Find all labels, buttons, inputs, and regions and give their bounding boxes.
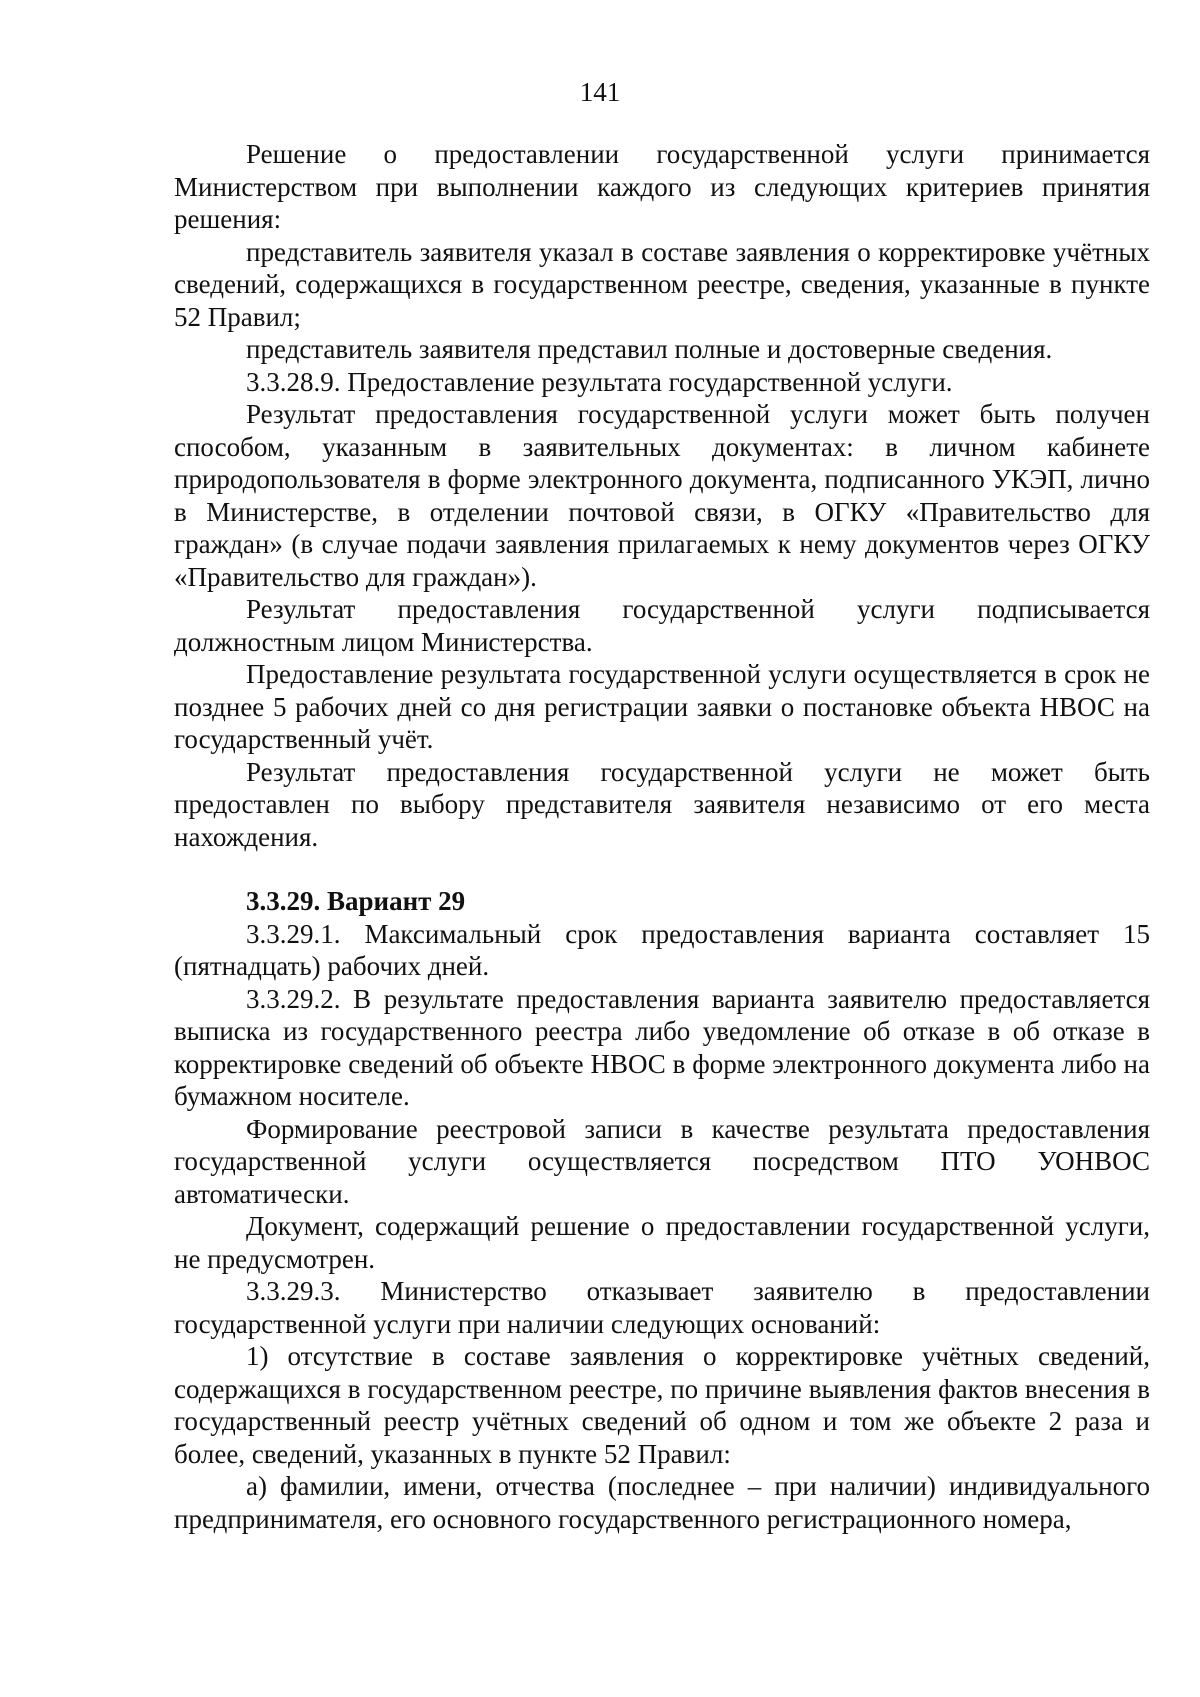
paragraph-result-location: Результат предоставления государственной услуги не может быть предоставлен по выбору представителя заявителя независимо от его места нахождения.: [174, 756, 1150, 852]
section-heading-variant-29: 3.3.29. Вариант 29: [246, 886, 466, 916]
paragraph-registry-record: Формирование реестровой записи в качестве результата предоставления государственной услуги осуществляется посредством ПТО УОНВОС автоматически.: [174, 1113, 1150, 1209]
paragraph-result-signed: Результат предоставления государственной услуги подписывается должностным лицом Министерства.: [174, 594, 1150, 657]
paragraph-criterion-2: представитель заявителя представил полные и достоверные сведения.: [246, 334, 1053, 364]
paragraph-result-deadline: Предоставление результата государственной услуги осуществляется в срок не позднее 5 рабочих дней со дня регистрации заявки о постановке объекта НВОС на государственный учёт.: [174, 659, 1150, 754]
page-number: 141: [579, 77, 621, 107]
paragraph-decision-document: Документ, содержащий решение о предоставлении государственной услуги, не предусмотрен.: [174, 1211, 1150, 1274]
paragraph-refusal-ground-1: 1) отсутствие в составе заявления о корректировке учётных сведений, содержащихся в государственном реестре, по причине выявления фактов внесения в государственный реестр учётных сведений об одном и том же объекте 2 раза и более, сведений, указанных в пункте 52 Правил:: [174, 1341, 1150, 1469]
paragraph-decision-criteria: Решение о предоставлении государственной услуги принимается Министерством при выполнении каждого из следующих критериев принятия решения:: [174, 139, 1150, 234]
paragraph-result-delivery: Результат предоставления государственной услуги может быть получен способом, указанным в заявительных документах: в личном кабинете природопользователя в форме электронного документа, подписанного УКЭП, лично в Министерстве, в отделении почтовой связи, в ОГКУ «Правительство для граждан» (в случае подачи заявления прилагаемых к нему документов через ОГКУ «Правительство для граждан»).: [174, 399, 1150, 592]
paragraph-section-3-3-28-9: 3.3.28.9. Предоставление результата государственной услуги.: [246, 366, 953, 397]
document-body: [174, 138, 1150, 1535]
paragraph-section-3-3-29-3: 3.3.29.3. Министерство отказывает заявителю в предоставлении государственной услуги при наличии следующих оснований:: [174, 1276, 1150, 1339]
paragraph-refusal-ground-1a: а) фамилии, имени, отчества (последнее – при наличии) индивидуального предпринимателя, его основного государственного регистрационного номера,: [174, 1471, 1150, 1534]
paragraph-section-3-3-29-2: 3.3.29.2. В результате предоставления варианта заявителю предоставляется выписка из государственного реестра либо уведомление об отказе в об отказе в корректировке сведений об объекте НВОС в форме электронного документа либо на бумажном носителе.: [174, 983, 1150, 1111]
paragraph-criterion-1: представитель заявителя указал в составе заявления о корректировке учётных сведений, содержащихся в государственном реестре, сведения, указанные в пункте 52 Правил;: [174, 236, 1150, 332]
paragraph-section-3-3-29-1: 3.3.29.1. Максимальный срок предоставления варианта составляет 15 (пятнадцать) рабочих дней.: [174, 918, 1150, 981]
